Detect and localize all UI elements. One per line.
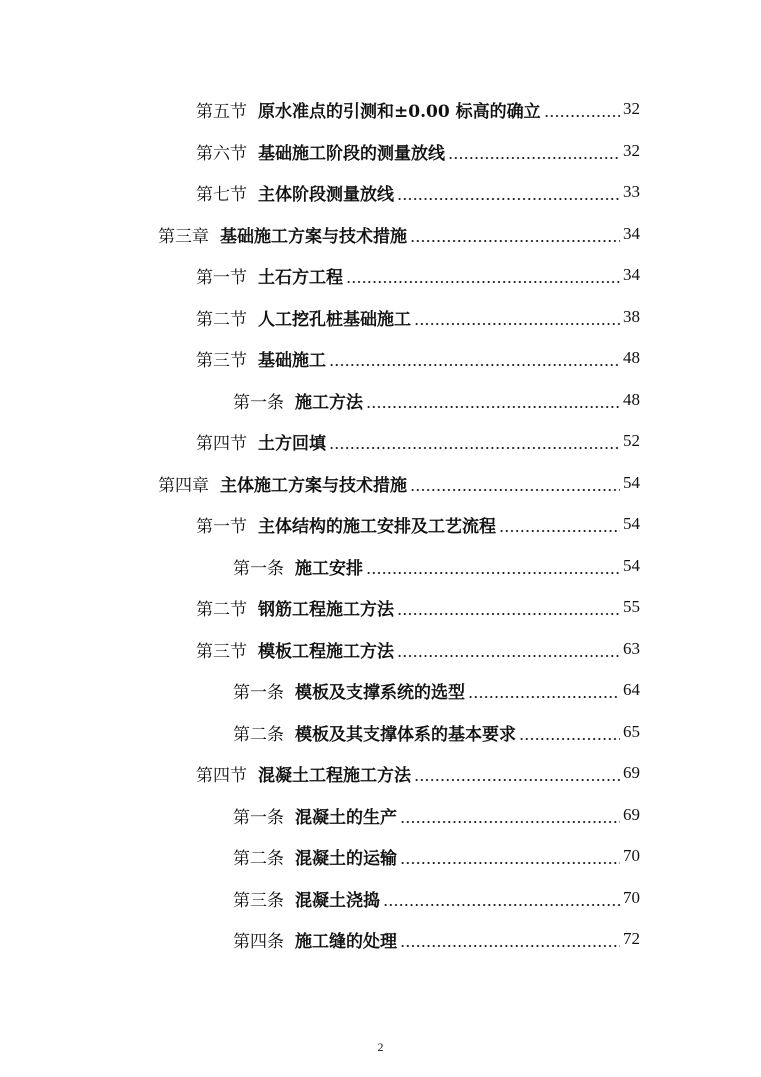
dot-leader xyxy=(397,198,620,200)
toc-entry-title: 模板及其支撑体系的基本要求 xyxy=(295,724,516,745)
toc-entry[interactable] xyxy=(196,302,640,332)
dot-leader xyxy=(329,364,620,366)
toc-entry[interactable] xyxy=(233,551,640,581)
toc-entry[interactable] xyxy=(196,343,640,373)
toc-entry-number: 第七节 xyxy=(196,184,247,205)
dot-leader xyxy=(400,821,620,823)
toc-entry-title: 混凝土的生产 xyxy=(295,807,397,828)
toc-entry-number: 第一节 xyxy=(196,516,247,537)
toc-entry-title: 土方回填 xyxy=(258,433,326,454)
toc-entry[interactable] xyxy=(196,758,640,788)
toc-entry-number: 第一条 xyxy=(233,807,284,828)
toc-entry-number: 第三条 xyxy=(233,890,284,911)
toc-entry-number: 第四条 xyxy=(233,931,284,952)
toc-entry-page: 32 xyxy=(623,99,640,118)
toc-entry-number: 第三节 xyxy=(196,350,247,371)
toc-entry[interactable] xyxy=(233,717,640,747)
toc-entry-number: 第六节 xyxy=(196,143,247,164)
toc-entry-page: 34 xyxy=(623,224,640,243)
dot-leader xyxy=(499,530,620,532)
toc-entry-number: 第一条 xyxy=(233,558,284,579)
toc-entry[interactable] xyxy=(233,883,640,913)
dot-leader xyxy=(519,738,620,740)
dot-leader xyxy=(397,655,620,657)
toc-entry-title: 施工缝的处理 xyxy=(295,931,397,952)
dot-leader xyxy=(410,489,620,491)
toc-entry[interactable] xyxy=(233,675,640,705)
toc-entry-page: 38 xyxy=(623,307,640,326)
toc-entry[interactable] xyxy=(196,509,640,539)
toc-entry[interactable] xyxy=(196,592,640,622)
toc-entry-number: 第一节 xyxy=(196,267,247,288)
dot-leader xyxy=(400,862,620,864)
toc-entry-number: 第三节 xyxy=(196,641,247,662)
toc-entry-page: 54 xyxy=(623,473,640,492)
toc-entry-page: 32 xyxy=(623,141,640,160)
toc-entry-number: 第二节 xyxy=(196,599,247,620)
dot-leader xyxy=(346,281,620,283)
toc-entry-title: 施工安排 xyxy=(295,558,363,579)
toc-entry[interactable] xyxy=(196,94,640,124)
dot-leader xyxy=(397,613,620,615)
toc-entry-page: 34 xyxy=(623,265,640,284)
toc-entry-title: 原水准点的引测和±0.00 标高的确立 xyxy=(258,101,541,122)
toc-entry-number: 第四节 xyxy=(196,433,247,454)
toc-entry-page: 69 xyxy=(623,763,640,782)
page-number: 2 xyxy=(377,1040,384,1054)
toc-entry-title: 混凝土工程施工方法 xyxy=(258,765,411,786)
toc-entry-title: 土石方工程 xyxy=(258,267,343,288)
toc-entry-title: 模板工程施工方法 xyxy=(258,641,394,662)
toc-entry-number: 第四章 xyxy=(158,475,209,496)
toc-entry[interactable] xyxy=(196,260,640,290)
toc-entry-title: 基础施工阶段的测量放线 xyxy=(258,143,445,164)
toc-entry-page: 64 xyxy=(623,680,640,699)
toc-entry-title: 主体结构的施工安排及工艺流程 xyxy=(258,516,496,537)
toc-entry-title: 主体施工方案与技术措施 xyxy=(220,475,407,496)
toc-entry-number: 第一条 xyxy=(233,392,284,413)
toc-entry-page: 70 xyxy=(623,846,640,865)
dot-leader xyxy=(400,945,620,947)
dot-leader xyxy=(544,115,620,117)
dot-leader xyxy=(414,779,620,781)
toc-entry[interactable] xyxy=(158,468,640,498)
toc-entry[interactable] xyxy=(233,924,640,954)
toc-entry-number: 第一条 xyxy=(233,682,284,703)
toc-entry-number: 第二节 xyxy=(196,309,247,330)
toc-entry-number: 第四节 xyxy=(196,765,247,786)
dot-leader xyxy=(329,447,620,449)
toc-entry-page: 54 xyxy=(623,556,640,575)
toc-entry-page: 54 xyxy=(623,514,640,533)
toc-entry-page: 33 xyxy=(623,182,640,201)
toc-entry-title: 基础施工 xyxy=(258,350,326,371)
toc-entry-title: 钢筋工程施工方法 xyxy=(258,599,394,620)
toc-entry-title: 基础施工方案与技术措施 xyxy=(220,226,407,247)
toc-entry[interactable] xyxy=(196,634,640,664)
toc-entry-page: 72 xyxy=(623,929,640,948)
toc-entry-page: 63 xyxy=(623,639,640,658)
toc-entry-title: 人工挖孔桩基础施工 xyxy=(258,309,411,330)
dot-leader xyxy=(448,157,620,159)
toc-entry-page: 48 xyxy=(623,348,640,367)
dot-leader xyxy=(366,406,620,408)
toc-entry-page: 48 xyxy=(623,390,640,409)
toc-entry[interactable] xyxy=(196,426,640,456)
toc-entry-number: 第二条 xyxy=(233,848,284,869)
toc-entry[interactable] xyxy=(196,177,640,207)
toc-entry-title: 施工方法 xyxy=(295,392,363,413)
toc-entry-page: 55 xyxy=(623,597,640,616)
toc-entry-title: 混凝土的运输 xyxy=(295,848,397,869)
toc-entry-title: 混凝土浇捣 xyxy=(295,890,380,911)
toc-entry[interactable] xyxy=(233,800,640,830)
dot-leader xyxy=(383,904,620,906)
dot-leader xyxy=(410,240,620,242)
toc-entry-number: 第三章 xyxy=(158,226,209,247)
toc-entry-number: 第五节 xyxy=(196,101,247,122)
toc-entry[interactable] xyxy=(233,385,640,415)
toc-entry-number: 第二条 xyxy=(233,724,284,745)
toc-entry-page: 52 xyxy=(623,431,640,450)
toc-entry-page: 70 xyxy=(623,888,640,907)
toc-entry-page: 69 xyxy=(623,805,640,824)
dot-leader xyxy=(414,323,620,325)
toc-entry[interactable] xyxy=(196,136,640,166)
dot-leader xyxy=(468,696,620,698)
toc-entry[interactable] xyxy=(158,219,640,249)
dot-leader xyxy=(366,572,620,574)
toc-entry-title: 模板及支撑系统的选型 xyxy=(295,682,465,703)
toc-entry[interactable] xyxy=(233,841,640,871)
toc-entry-page: 65 xyxy=(623,722,640,741)
toc-entry-title: 主体阶段测量放线 xyxy=(258,184,394,205)
